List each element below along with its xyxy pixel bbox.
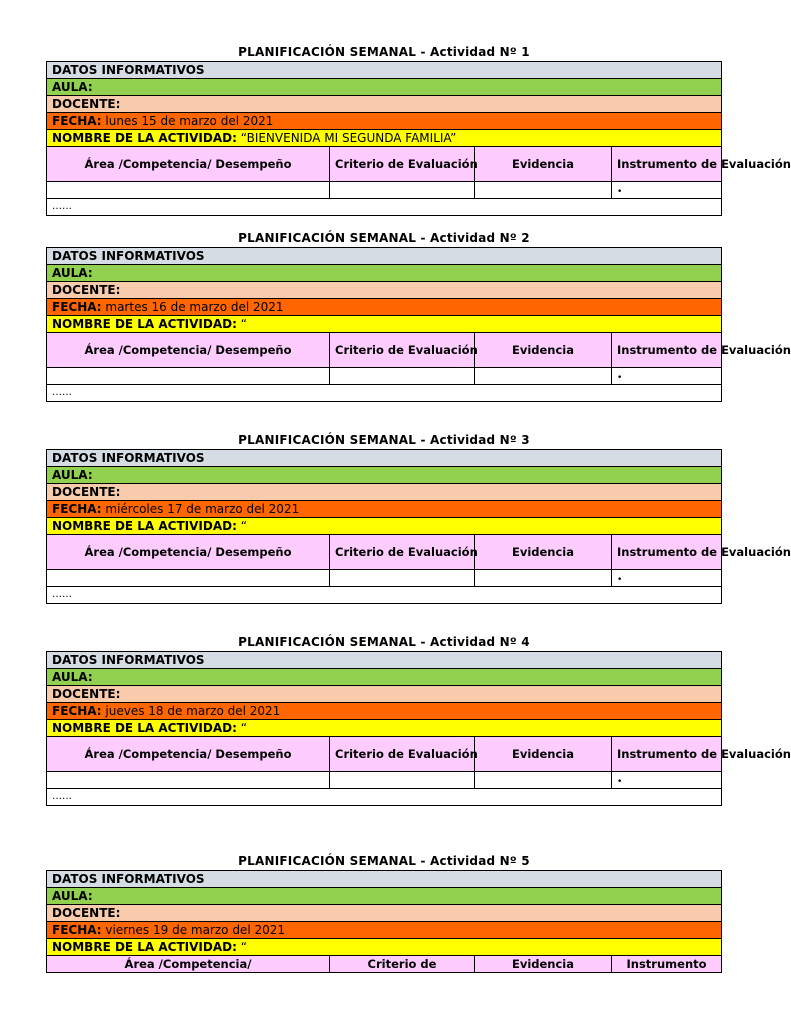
nombre-actividad-value: “BIENVENIDA MI SEGUNDA FAMILIA” (240, 131, 457, 145)
aula-row: AULA: (47, 265, 722, 282)
cell-area (47, 368, 330, 385)
bullet: • (617, 373, 623, 383)
col-criterio-header: Criterio de Evaluación (330, 333, 475, 368)
cell-criterio (330, 182, 475, 199)
plan-table (46, 870, 722, 973)
nombre-actividad-value: “ (240, 317, 247, 331)
fecha-label: FECHA: (52, 300, 102, 314)
datos-informativos-row: DATOS INFORMATIVOS (47, 62, 722, 79)
datos-informativos-row: DATOS INFORMATIVOS (47, 871, 722, 888)
fecha-row (47, 501, 722, 518)
plan-block-4 (0, 634, 791, 802)
nombre-actividad-row (47, 518, 722, 535)
fecha-label: FECHA: (52, 704, 102, 718)
nombre-actividad-label: NOMBRE DE LA ACTIVIDAD: (52, 519, 237, 533)
plan-title: PLANIFICACIÓN SEMANAL - Actividad Nº 3 (238, 433, 530, 447)
cell-instrumento (612, 182, 722, 199)
cell-area (47, 772, 330, 789)
docente-row: DOCENTE: (47, 282, 722, 299)
nombre-actividad-value: “ (240, 721, 247, 735)
nombre-actividad-label: NOMBRE DE LA ACTIVIDAD: (52, 131, 237, 145)
fecha-value: lunes 15 de marzo del 2021 (105, 114, 274, 128)
cell-criterio (330, 368, 475, 385)
aula-row: AULA: (47, 79, 722, 96)
plan-table (46, 449, 791, 604)
nombre-actividad-row (47, 939, 722, 956)
plan-block-5 (0, 853, 768, 971)
col-criterio-header: Criterio de Evaluación (330, 737, 475, 772)
datos-informativos-row: DATOS INFORMATIVOS (47, 450, 722, 467)
plan-table (46, 651, 791, 806)
col-evidencia-header: Evidencia (475, 956, 612, 973)
plan-block-2 (0, 230, 791, 398)
col-evidencia-header: Evidencia (475, 333, 612, 368)
cell-instrumento (612, 368, 722, 385)
cell-area (47, 182, 330, 199)
plan-table (46, 61, 791, 216)
plan-block-3 (0, 432, 791, 600)
cell-evidencia (475, 570, 612, 587)
col-area-header: Área /Competencia/ Desempeño (47, 737, 330, 772)
cell-instrumento (612, 772, 722, 789)
nombre-actividad-label: NOMBRE DE LA ACTIVIDAD: (52, 721, 237, 735)
fecha-label: FECHA: (52, 114, 102, 128)
plan-title: PLANIFICACIÓN SEMANAL - Actividad Nº 1 (238, 45, 530, 59)
col-criterio-header: Criterio de Evaluación (330, 147, 475, 182)
plan-title: PLANIFICACIÓN SEMANAL - Actividad Nº 2 (238, 231, 530, 245)
nombre-actividad-row (47, 316, 722, 333)
col-area-header: Área /Competencia/ Desempeño (47, 535, 330, 570)
col-evidencia-header: Evidencia (475, 535, 612, 570)
datos-informativos-row: DATOS INFORMATIVOS (47, 652, 722, 669)
col-evidencia-header: Evidencia (475, 737, 612, 772)
col-instrumento-header: Instrumento de Evaluación (612, 535, 722, 570)
plan-block-1 (0, 44, 791, 212)
plan-title: PLANIFICACIÓN SEMANAL - Actividad Nº 4 (238, 635, 530, 649)
cell-evidencia (475, 182, 612, 199)
fecha-row (47, 299, 722, 316)
docente-row: DOCENTE: (47, 484, 722, 501)
fecha-label: FECHA: (52, 923, 102, 937)
fecha-value: jueves 18 de marzo del 2021 (105, 704, 281, 718)
fecha-row (47, 922, 722, 939)
aula-row: AULA: (47, 888, 722, 905)
dots-row: …… (47, 385, 722, 402)
bullet: • (617, 187, 623, 197)
col-evidencia-header: Evidencia (475, 147, 612, 182)
dots-row: …… (47, 789, 722, 806)
cell-criterio (330, 772, 475, 789)
cell-area (47, 570, 330, 587)
datos-informativos-row: DATOS INFORMATIVOS (47, 248, 722, 265)
col-criterio-header: Criterio de Evaluación (330, 535, 475, 570)
plan-table (46, 247, 791, 402)
fecha-row (47, 113, 722, 130)
col-criterio-header: Criterio de (330, 956, 475, 973)
cell-criterio (330, 570, 475, 587)
docente-row: DOCENTE: (47, 96, 722, 113)
col-instrumento-header: Instrumento (612, 956, 722, 973)
col-instrumento-header: Instrumento de Evaluación (612, 737, 722, 772)
col-area-header: Área /Competencia/ Desempeño (47, 147, 330, 182)
nombre-actividad-label: NOMBRE DE LA ACTIVIDAD: (52, 317, 237, 331)
col-instrumento-header: Instrumento de Evaluación (612, 333, 722, 368)
fecha-label: FECHA: (52, 502, 102, 516)
nombre-actividad-value: “ (240, 940, 247, 954)
nombre-actividad-label: NOMBRE DE LA ACTIVIDAD: (52, 940, 237, 954)
docente-row: DOCENTE: (47, 686, 722, 703)
dots-row: …… (47, 199, 722, 216)
nombre-actividad-row (47, 720, 722, 737)
cell-evidencia (475, 368, 612, 385)
col-area-header: Área /Competencia/ (47, 956, 330, 973)
dots-row: …… (47, 587, 722, 604)
cell-evidencia (475, 772, 612, 789)
bullet: • (617, 575, 623, 585)
fecha-value: viernes 19 de marzo del 2021 (105, 923, 286, 937)
fecha-value: martes 16 de marzo del 2021 (105, 300, 284, 314)
col-instrumento-header: Instrumento de Evaluación (612, 147, 722, 182)
docente-row: DOCENTE: (47, 905, 722, 922)
nombre-actividad-row (47, 130, 722, 147)
aula-row: AULA: (47, 669, 722, 686)
plan-title: PLANIFICACIÓN SEMANAL - Actividad Nº 5 (238, 854, 530, 868)
fecha-value: miércoles 17 de marzo del 2021 (105, 502, 300, 516)
cell-instrumento (612, 570, 722, 587)
col-area-header: Área /Competencia/ Desempeño (47, 333, 330, 368)
bullet: • (617, 777, 623, 787)
aula-row: AULA: (47, 467, 722, 484)
nombre-actividad-value: “ (240, 519, 247, 533)
fecha-row (47, 703, 722, 720)
